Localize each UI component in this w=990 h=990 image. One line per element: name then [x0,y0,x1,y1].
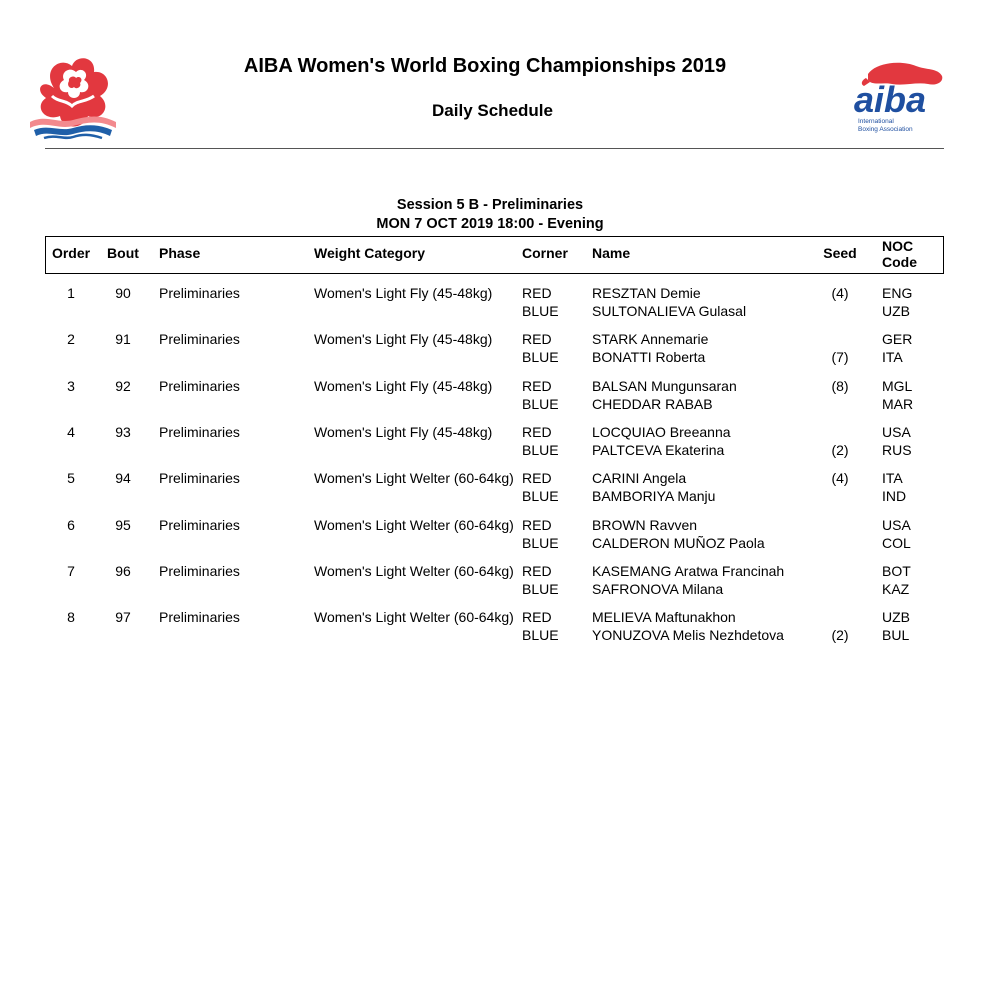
cell-seed-red: (4) [831,285,849,301]
header-name: Name [592,245,631,261]
cell-noc-code-red: UZB [882,609,910,626]
header-seed: Seed [823,245,857,261]
cell-weight-category: Women's Light Fly (45-48kg) [314,331,493,348]
cell-boxer-name-blue: PALTCEVA Ekaterina [592,441,725,458]
cell-bout: 94 [115,470,131,487]
cell-seed-blue: (2) [831,627,849,644]
cell-seed-red: (4) [831,470,849,487]
cell-phase: Preliminaries [159,470,240,487]
cell-noc-code-red: USA [882,423,911,440]
cell-noc-code-blue: IND [882,488,907,505]
cell-corner-red: RED [522,377,552,394]
aiba-tagline-1: International [858,118,894,125]
cell-boxer-name-red: STARK Annemarie [592,331,709,348]
cell-order: 4 [67,423,75,440]
cell-boxer-name-blue: YONUZOVA Melis Nezhdetova [592,627,784,644]
cell-corner-blue: BLUE [522,488,559,505]
cell-weight-category: Women's Light Welter (60-64kg) [314,470,514,487]
cell-noc-code-red: MGL [882,377,913,394]
cell-noc-code-red: ITA [882,470,903,487]
cell-phase: Preliminaries [159,423,240,440]
cell-boxer-name-red: BALSAN Mungunsaran [592,377,737,394]
cell-boxer-name-blue: BONATTI Roberta [592,349,706,366]
cell-noc-code-blue: UZB [882,303,910,319]
cell-corner-red: RED [522,331,552,348]
cell-order: 3 [67,377,75,394]
session-title: Session 5 B - Preliminaries [396,197,584,213]
header-noc-line1: NOC [882,238,914,254]
cell-corner-blue: BLUE [522,349,559,366]
page-subtitle: Daily Schedule [432,101,553,120]
cell-noc-code-blue: ITA [882,349,903,366]
cell-corner-blue: BLUE [522,627,559,644]
cell-noc-code-blue: RUS [882,441,912,458]
header-weight-category: Weight Category [314,245,425,261]
cell-boxer-name-blue: SULTONALIEVA Gulasal [592,303,747,319]
header-order: Order [51,245,91,261]
cell-order: 8 [67,609,75,626]
cell-corner-red: RED [522,285,552,301]
cell-corner-red: RED [522,516,552,533]
cell-weight-category: Women's Light Fly (45-48kg) [314,377,493,394]
aiba-tagline-2: Boxing Association [858,126,913,133]
aiba-wordmark: aiba [854,79,927,120]
cell-noc-code-blue: COL [882,534,911,551]
session-datetime: MON 7 OCT 2019 18:00 - Evening [376,216,604,232]
cell-noc-code-red: USA [882,516,911,533]
header-bout: Bout [107,245,139,261]
cell-corner-blue: BLUE [522,303,559,319]
cell-corner-blue: BLUE [522,580,559,597]
cell-boxer-name-red: KASEMANG Aratwa Francinah [592,562,785,579]
cell-bout: 97 [115,609,131,626]
cell-weight-category: Women's Light Welter (60-64kg) [314,562,514,579]
cell-phase: Preliminaries [159,331,240,348]
aiba-logo [846,60,946,140]
cell-boxer-name-blue: CALDERON MUÑOZ Paola [592,534,765,551]
cell-corner-red: RED [522,609,552,626]
cell-weight-category: Women's Light Fly (45-48kg) [314,423,493,440]
header-divider [45,148,944,149]
header-noc-line2: Code [882,254,917,270]
cell-bout: 91 [115,331,131,348]
cell-corner-blue: BLUE [522,441,559,458]
cell-order: 1 [67,285,75,301]
cell-boxer-name-red: BROWN Ravven [592,516,698,533]
cell-order: 5 [67,470,75,487]
cell-bout: 96 [115,562,131,579]
cell-boxer-name-blue: CHEDDAR RABAB [592,395,713,412]
cell-weight-category: Women's Light Welter (60-64kg) [314,516,514,533]
cell-noc-code-blue: MAR [882,395,914,412]
cell-boxer-name-red: RESZTAN Demie [592,285,701,301]
cell-corner-red: RED [522,562,552,579]
cell-noc-code-red: GER [882,331,913,348]
cell-weight-category: Women's Light Welter (60-64kg) [314,609,514,626]
cell-phase: Preliminaries [159,377,240,394]
cell-corner-blue: BLUE [522,534,559,551]
cell-corner-blue: BLUE [522,395,559,412]
cell-noc-code-blue: KAZ [882,580,910,597]
cell-boxer-name-red: LOCQUIAO Breeanna [592,423,731,440]
cell-order: 2 [67,331,75,348]
cell-boxer-name-red: MELIEVA Maftunakhon [592,609,736,626]
header-corner: Corner [522,245,568,261]
cell-order: 7 [67,562,75,579]
cell-phase: Preliminaries [159,516,240,533]
cell-seed-blue: (7) [831,349,849,366]
cell-noc-code-red: BOT [882,562,911,579]
cell-boxer-name-blue: BAMBORIYA Manju [592,488,716,505]
cell-boxer-name-blue: SAFRONOVA Milana [592,580,724,597]
cell-noc-code-red: ENG [882,285,913,301]
cell-bout: 95 [115,516,131,533]
cell-phase: Preliminaries [159,562,240,579]
cell-phase: Preliminaries [159,285,240,301]
cell-bout: 90 [115,285,131,301]
cell-seed-blue: (2) [831,441,849,458]
cell-bout: 93 [115,423,131,440]
header-noc-code [882,238,917,270]
cell-noc-code-blue: BUL [882,627,910,644]
cell-weight-category: Women's Light Fly (45-48kg) [314,285,493,301]
cell-corner-red: RED [522,470,552,487]
cell-bout: 92 [115,377,131,394]
cell-seed-red: (8) [831,377,849,394]
cell-phase: Preliminaries [159,609,240,626]
page-title: AIBA Women's World Boxing Championships 2019 [243,55,727,77]
header-phase: Phase [159,245,201,261]
cell-corner-red: RED [522,423,552,440]
cell-order: 6 [67,516,75,533]
cell-boxer-name-red: CARINI Angela [592,470,687,487]
